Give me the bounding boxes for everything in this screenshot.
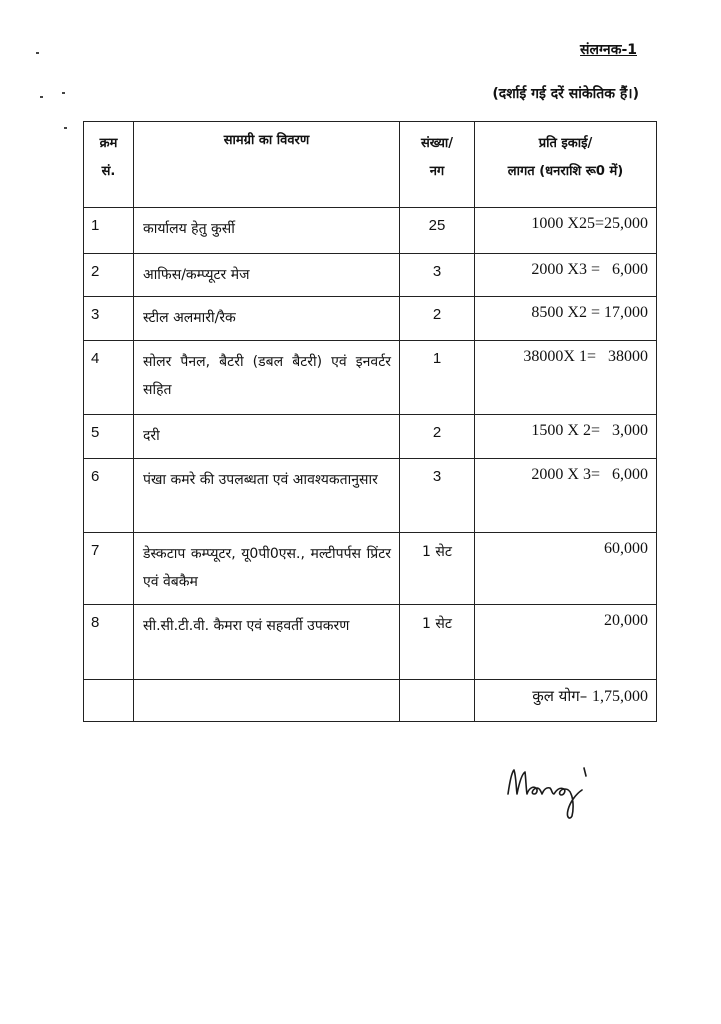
row-quantity: 3 <box>400 459 475 533</box>
row-cost: 60,000 <box>475 533 657 605</box>
scan-speck <box>40 96 43 98</box>
row-quantity: 1 <box>400 341 475 415</box>
row-cost: 2000 X 3= 6,000 <box>475 459 657 533</box>
row-description: दरी <box>134 415 400 459</box>
row-cost: 8500 X2 = 17,000 <box>475 297 657 341</box>
table-row <box>84 254 657 297</box>
items-table <box>83 121 657 722</box>
total-empty-cell <box>400 680 475 722</box>
row-description: सोलर पैनल, बैटरी (डबल बैटरी) एवं इनवर्टर सहित <box>134 341 400 415</box>
row-serial: 2 <box>84 254 134 297</box>
header-cost-line1: प्रति इकाई/ <box>538 136 593 151</box>
row-serial: 3 <box>84 297 134 341</box>
row-cost: 20,000 <box>475 605 657 680</box>
total-cell <box>475 680 657 722</box>
row-quantity: 3 <box>400 254 475 297</box>
row-serial: 5 <box>84 415 134 459</box>
total-row <box>84 680 657 722</box>
header-cost-line2: लागत (धनराशि रू0 में) <box>507 164 624 179</box>
row-serial: 6 <box>84 459 134 533</box>
table-row <box>84 341 657 415</box>
row-description: स्टील अलमारी/रैक <box>134 297 400 341</box>
row-quantity: 25 <box>400 208 475 254</box>
scan-speck <box>64 127 67 129</box>
row-quantity: 2 <box>400 415 475 459</box>
header-quantity-line2: नग <box>429 164 445 179</box>
row-cost: 1000 X25=25,000 <box>475 208 657 254</box>
row-cost: 2000 X3 = 6,000 <box>475 254 657 297</box>
total-label: कुल योग– <box>532 687 588 705</box>
row-description: पंखा कमरे की उपलब्धता एवं आवश्यकतानुसार <box>134 459 400 533</box>
scan-speck <box>36 52 39 54</box>
scan-speck <box>62 92 65 94</box>
row-cost: 1500 X 2= 3,000 <box>475 415 657 459</box>
row-quantity: 2 <box>400 297 475 341</box>
header-quantity <box>400 122 475 208</box>
row-quantity: 1 सेट <box>400 533 475 605</box>
row-description: डेस्कटाप कम्प्यूटर, यू0पी0एस., मल्टीपर्पस प्रिंटर एवं वेबकैम <box>134 533 400 605</box>
header-description: सामग्री का विवरण <box>134 122 400 208</box>
row-serial: 8 <box>84 605 134 680</box>
row-quantity: 1 सेट <box>400 605 475 680</box>
total-amount: 1,75,000 <box>592 688 648 705</box>
table-header-row <box>84 122 657 208</box>
row-description: कार्यालय हेतु कुर्सी <box>134 208 400 254</box>
total-empty-cell <box>134 680 400 722</box>
table-row <box>84 415 657 459</box>
table-row <box>84 459 657 533</box>
table-row <box>84 605 657 680</box>
total-empty-cell <box>84 680 134 722</box>
header-serial-line1: क्रम <box>99 136 118 151</box>
row-cost: 38000X 1= 38000 <box>475 341 657 415</box>
row-serial: 7 <box>84 533 134 605</box>
annexure-label: संलग्नक-1 <box>580 42 637 58</box>
header-quantity-line1: संख्या/ <box>420 136 454 151</box>
table-row <box>84 533 657 605</box>
header-serial-line2: सं. <box>101 164 116 179</box>
row-serial: 4 <box>84 341 134 415</box>
table-row <box>84 297 657 341</box>
row-serial: 1 <box>84 208 134 254</box>
signature-image <box>500 758 620 828</box>
header-serial <box>84 122 134 208</box>
row-description: सी.सी.टी.वी. कैमरा एवं सहवर्ती उपकरण <box>134 605 400 680</box>
header-cost <box>475 122 657 208</box>
row-description: आफिस/कम्प्यूटर मेज <box>134 254 400 297</box>
table-row <box>84 208 657 254</box>
rates-note: (दर्शाई गई दरें सांकेतिक हैं।) <box>492 86 639 102</box>
